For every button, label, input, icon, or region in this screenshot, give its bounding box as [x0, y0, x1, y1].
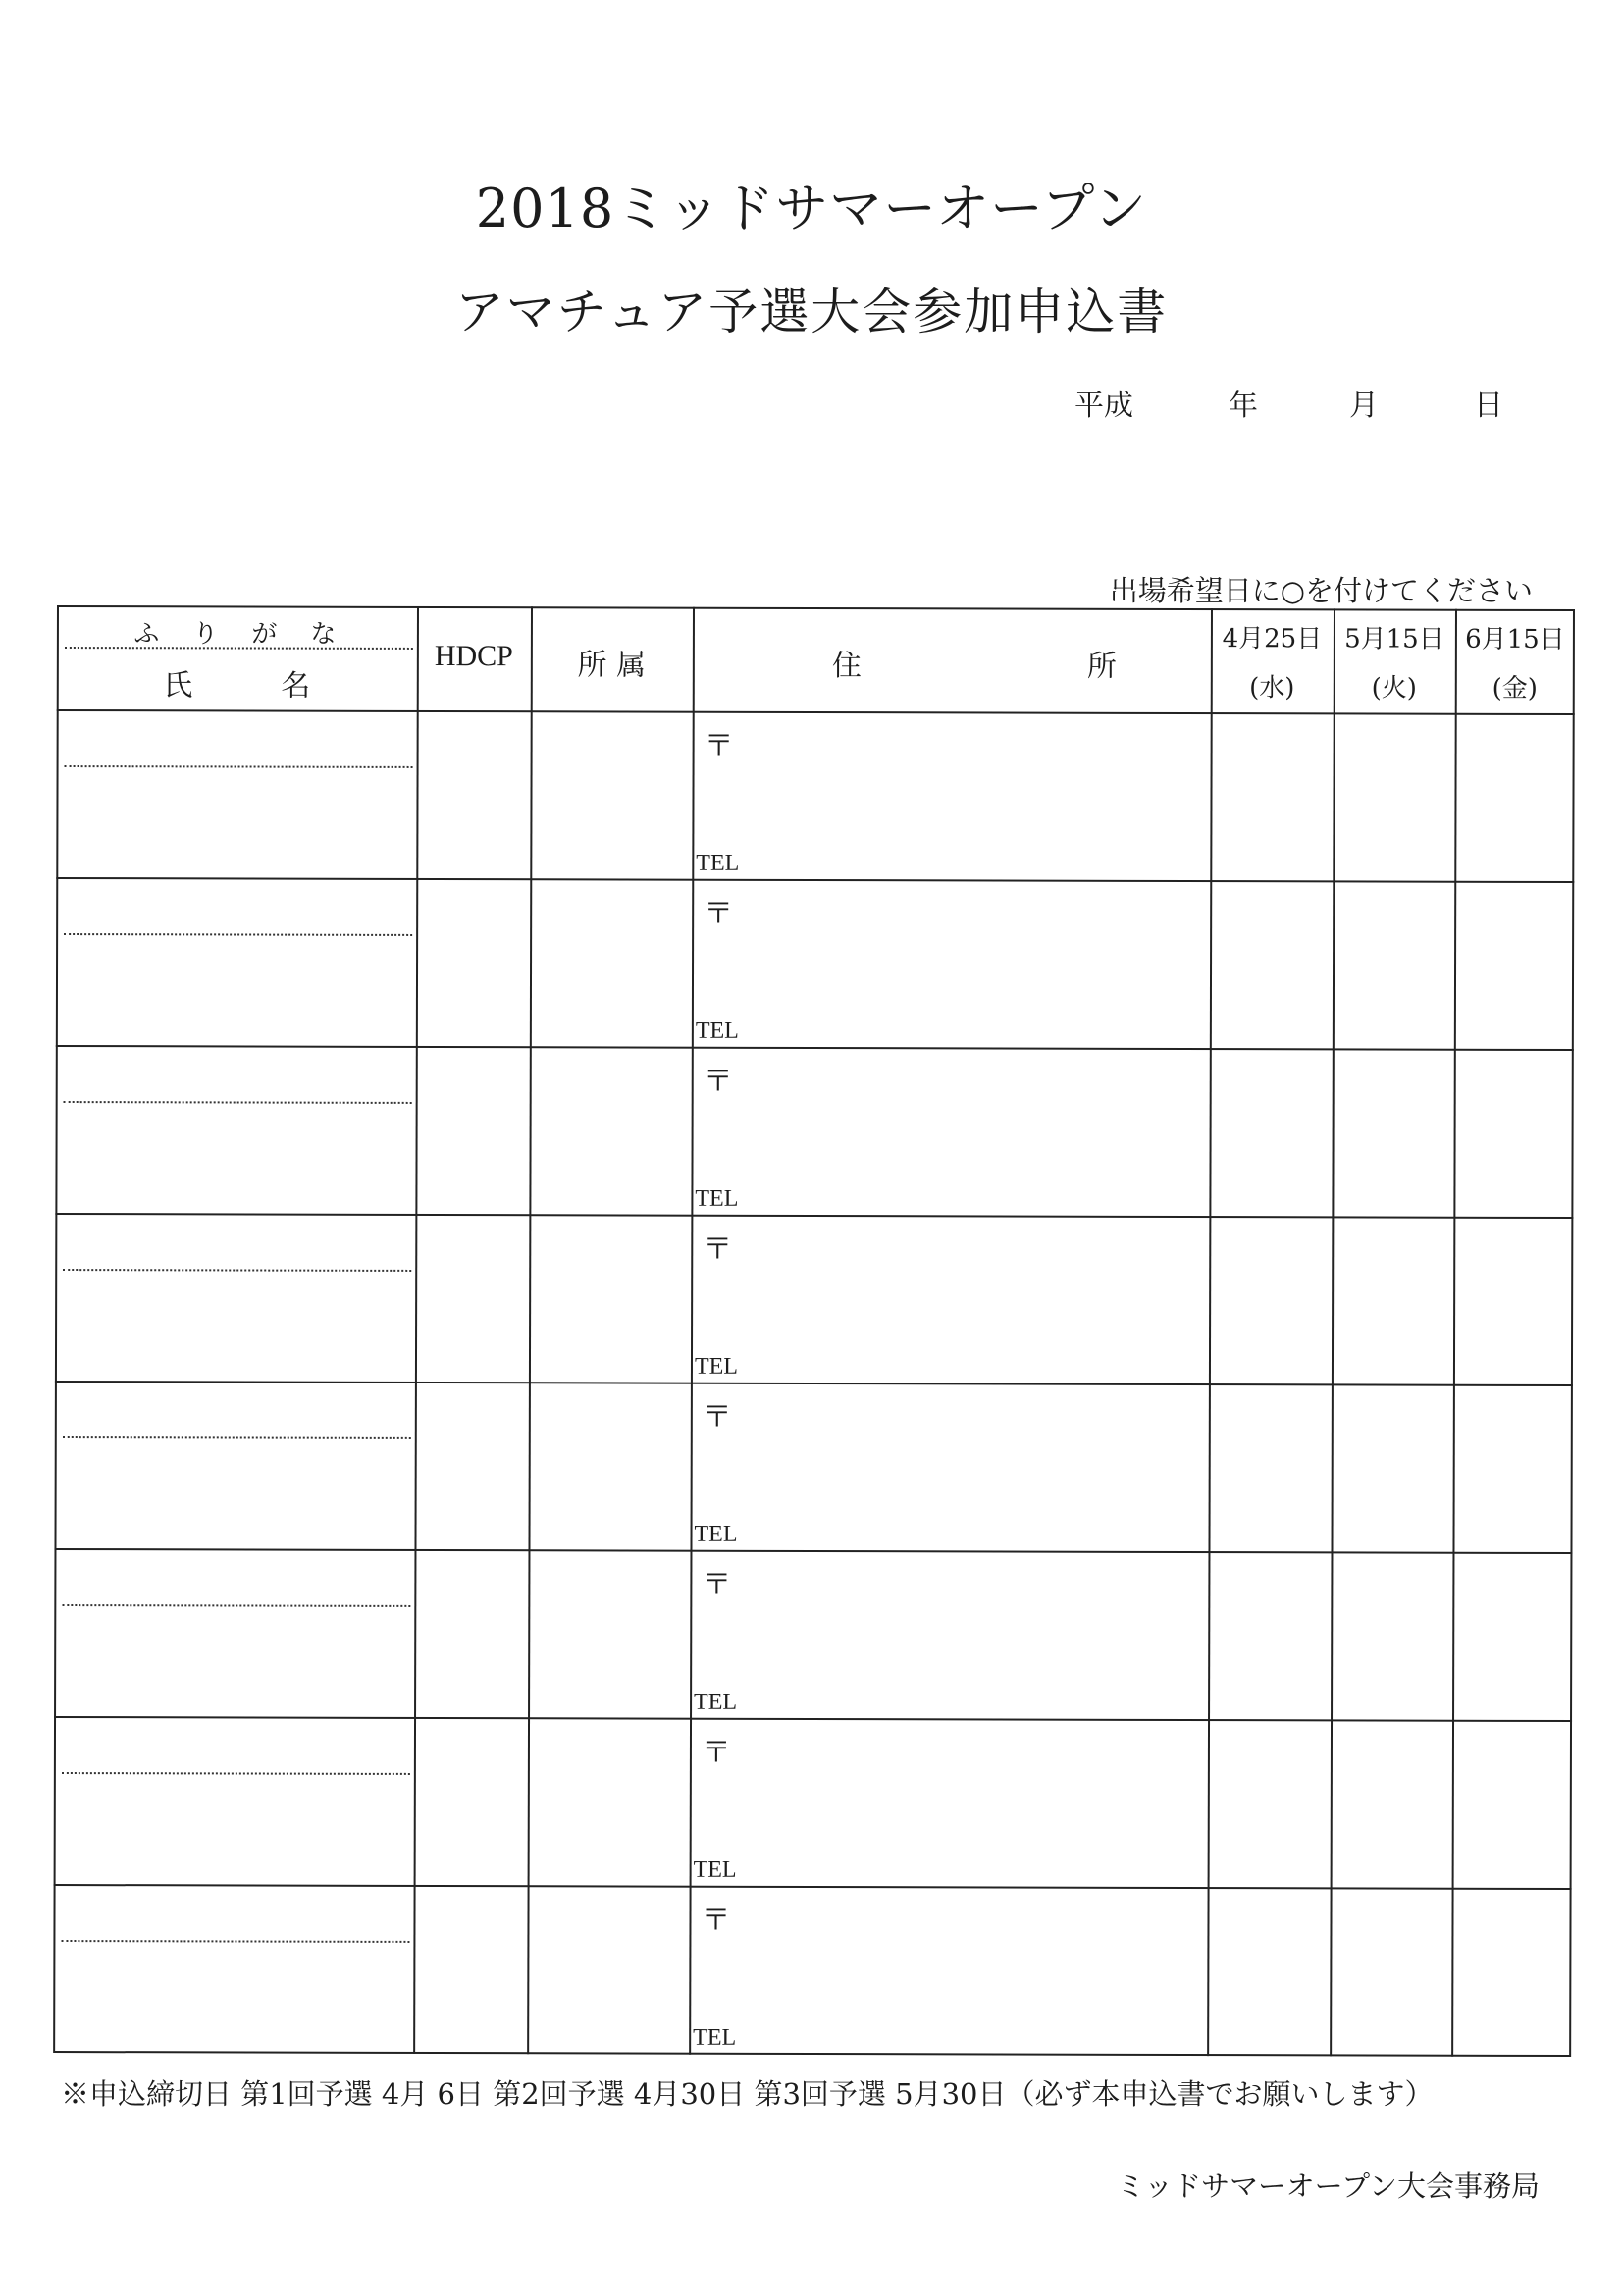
- tel-label: TEL: [696, 850, 740, 876]
- postal-mark: 〒: [702, 1399, 732, 1435]
- deadline-note: ※申込締切日 第1回予選 4月 6日 第2回予選 4月30日 第3回予選 5月30日（必ず本申込書でお願いします）: [61, 2077, 1434, 2111]
- affiliation-header: 所 属: [577, 648, 647, 683]
- postal-mark: 〒: [701, 1735, 731, 1770]
- organizer-office: ミッドサマーオープン大会事務局: [1116, 2169, 1540, 2203]
- postal-mark: 〒: [702, 1567, 732, 1602]
- date-header-3: 6月15日: [1465, 624, 1565, 655]
- postal-mark: 〒: [704, 728, 734, 763]
- address-header-left: 住: [831, 649, 862, 684]
- date-month-label: 月: [1349, 389, 1379, 423]
- form-subtitle: アマチュア予選大会参加申込書: [454, 284, 1169, 340]
- address-header-right: 所: [1086, 649, 1117, 684]
- tel-label: TEL: [695, 1185, 739, 1212]
- form-title: 2018ミッドサマーオープン: [475, 178, 1148, 239]
- date-header-1: 4月25日: [1222, 624, 1323, 654]
- name-header: 氏 名: [163, 668, 311, 704]
- weekday-header-1: (水): [1249, 673, 1295, 704]
- date-era-label: 平成: [1074, 389, 1133, 423]
- weekday-header-3: (金): [1492, 673, 1538, 704]
- tel-label: TEL: [693, 1856, 737, 1883]
- tel-label: TEL: [693, 2024, 737, 2051]
- tel-label: TEL: [694, 1521, 738, 1547]
- postal-mark: 〒: [703, 1231, 733, 1267]
- postal-mark: 〒: [701, 1903, 731, 1938]
- tel-label: TEL: [694, 1689, 738, 1715]
- application-table: [53, 605, 1575, 2057]
- date-selection-instruction: 出場希望日に○を付けてください: [1109, 574, 1533, 607]
- date-year-label: 年: [1229, 389, 1258, 423]
- date-day-label: 日: [1474, 389, 1503, 423]
- furigana-header: ふ り が な: [133, 619, 340, 650]
- date-header-2: 5月15日: [1344, 624, 1444, 654]
- weekday-header-2: (火): [1371, 673, 1417, 704]
- postal-mark: 〒: [704, 896, 734, 931]
- tel-label: TEL: [695, 1018, 739, 1044]
- tel-label: TEL: [694, 1353, 738, 1380]
- table-border: [53, 605, 1575, 2057]
- hdcp-header: HDCP: [434, 640, 513, 673]
- postal-mark: 〒: [703, 1064, 733, 1099]
